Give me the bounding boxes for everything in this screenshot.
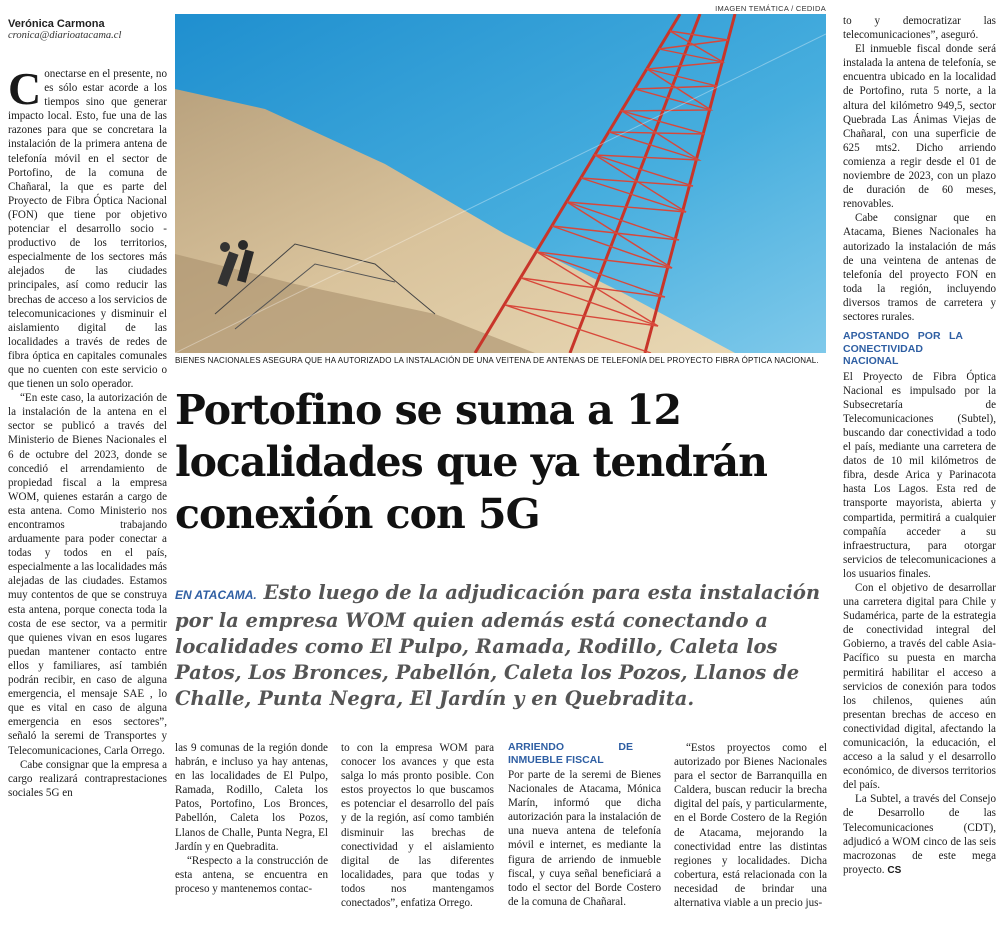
article-column-3	[341, 741, 494, 910]
col1-paragraph-3: Cabe consignar que la empresa a cargo realizará contraprestaciones sociales 5G en	[8, 758, 167, 799]
col5-paragraph-1: “Estos proyectos como el autorizado por Bienes Nacionales para el sector de Barranquilla en Caldera, buscan reducir la brecha digital del país, y particularmente, en el Borde Costero de la Región de Atacama, mejorando la conectividad entre las distintas regiones y localidades. Dicha cobertura, está relacionada con la necesidad de brindar una alternativa viable a un precio jus-	[674, 742, 827, 910]
col6-paragraph-5-text: La Subtel, a través del Consejo de Desarrollo de las Telecomunicaciones (CDT), adjudicó a WOM cinco de las seis macrozonas de este mega proyecto.	[843, 793, 996, 876]
article-column-6	[843, 14, 996, 878]
article-column-4	[508, 741, 661, 909]
subhead-apostando: APOSTANDO POR LA CONECTIVIDAD NACIONAL	[843, 330, 963, 368]
photo-credit: IMAGEN TEMÁTICA / CEDIDA	[715, 4, 826, 13]
headline	[175, 384, 825, 540]
photo-caption: BIENES NACIONALES ASEGURA QUE HA AUTORIZADO LA INSTALACIÓN DE UNA VEITENA DE ANTENAS DE TELEFONÍA DEL PROYECTO FIBRA ÓPTICA NACIONAL.	[175, 356, 819, 365]
col1-paragraph-2: “En este caso, la autorización de la instalación de la antena en el sector se publicó a través del Ministerio de Bienes Nacionales el 6 de octubre del 2023, donde se concedió el arrendamiento de propiedad fiscal a la empresa WOM, quienes estarán a cargo de esta antena. Como Ministerio nos encontramos trabajando arduamente para poder conectar a todas y todos en el país, especialmente a las localidades más alejadas de las ciudades. Estamos muy contentos de que se construya esta antena, porque conecta toda la costa de ese sector, va a permitir que quienes vivan en esos lugares puedan mantener contacto entre ellos y familiares, así también podrán recibir, en caso de alguna emergencia, el mensaje SAE , lo que es vital en caso de alguna emergencia en esos sectores”, señaló la seremi de Transportes y Telecomunicaciones, Carla Orrego.	[8, 392, 167, 757]
headline-line-3: conexión con 5G	[175, 490, 540, 538]
col3-paragraph-1: to con la empresa WOM para conocer los avances y que esta salga lo más pronto posible. Con estos proyectos lo que buscamos es potenciar el desarrollo del país y de la región, así como también disminuir las brechas de conectividad y el aislamiento digital de las diferentes localidades, para que todas y todos nos mantengamos conectados”, enfatiza Orrego.	[341, 742, 494, 910]
byline	[8, 18, 168, 41]
col6-paragraph-1: El inmueble fiscal donde será instalada la antena de telefonía, se encuentra ubicado en la localidad de Portofino, ruta 5 norte, a la altura del kilómetro 949,5, sector Quebrada Las Ánimas Viejas de Chañaral, con una superficie de 625 mts2. Dicho arriendo comienza a regir desde el 01 de noviembre de 2023, con un plazo de duración de 60 meses, renovables.	[843, 43, 996, 211]
col6-paragraph-2: Cabe consignar que en Atacama, Bienes Nacionales ha autorizado la instalación de más de una veintena de antenas de telefonía del proyecto FON en toda la región, incluyendo diversos tramos de carretera y sectores rurales.	[843, 212, 996, 323]
col6-paragraph-5	[843, 792, 996, 878]
col4-paragraph-1: Por parte de la seremi de Bienes Nacionales de Atacama, Mónica Marín, informó que dicha autorización para la instalación de una nueva antena de telefonía móvil e internet, es mediante la figura de arriendo de inmueble fiscal, y cuya señal beneficiará a todo el sector del Borde Costero de la comuna de Chañaral.	[508, 769, 661, 908]
lead-text: Esto luego de la adjudicación para esta instalación por la empresa WOM quien además está conectando a localidades como El Pulpo, Ramada, Rodillo, Caleta los Patos, Los Bronces, Pabellón, Caleta los Pozos, Llanos de Challe, Punta Negra, El Jardín y en Quebradita.	[175, 581, 821, 710]
lead-kicker: EN ATACAMA.	[175, 588, 257, 602]
col6-paragraph-0: to y democratizar las telecomunicaciones”, aseguró.	[843, 15, 996, 42]
col6-paragraph-3: El Proyecto de Fibra Óptica Nacional es impulsado por la Subsecretaría de Telecomunicaciones (Subtel), buscando dar conectividad a todo el país, mediante una carretera de datos de 10 mil kilómetros de fibra, desde Arica y Parinacota hasta Los Lagos. Esta red de transporte mayorista, abierta y compartida, permitirá a cualquier compañía acceder a su infraestructura, para otorgar servicios de telecomunicaciones a los usuarios finales.	[843, 370, 996, 580]
article-photo	[175, 14, 826, 353]
subhead-arriendo: ARRIENDO DE INMUEBLE FISCAL	[508, 741, 633, 766]
drop-cap: C	[8, 63, 42, 114]
headline-line-1: Portofino se suma a 12	[175, 386, 682, 434]
article-column-1	[8, 63, 167, 800]
tower-photo-illustration	[175, 14, 826, 353]
byline-email: cronica@diarioatacama.cl	[8, 30, 122, 41]
end-mark: CS	[887, 864, 902, 876]
lead-paragraph	[175, 580, 823, 712]
col2-paragraph-2: “Respecto a la construcción de esta antena, se encuentra en proceso y mantenemos contac-	[175, 854, 328, 895]
article-column-5	[674, 741, 827, 910]
col1-paragraph-1: onectarse en el presente, no es sólo estar acorde a los tiempos sino que generar impacto local. Esto, fue una de las razones para que se concretara la instalación de la primera antena de telefonía móvil en el sector de Portofino, de la comuna de Chañaral, la que es parte del Proyecto de Fibra Óptica Nacional (FON) que tiene por objetivo potenciar el desarrollo socio - productivo de los territorios, especialmente de los sectores más alejados de las ciudades principales, así como reducir las brechas de acceso a los servicios de telecomunicaciones y disminuir el aislamiento digital de las localidades a través de redes de fibra óptica en capitales comunales que no cuenten con este servicio o que tienen un solo operador.	[8, 68, 167, 391]
col6-paragraph-4: Con el objetivo de desarrollar una carretera digital para Chile y Sudamérica, parte de la estrategia de conectividad integral del Gobierno, a través del cable Asia-Pacífico su puesta en marcha permitirá habilitar el acceso a servicios de conexión para todos los chilenos, quienes aún presentan brechas de acceso en conectividad digital, afectando la comunicación, la educación, el acceso a la salud y el desarrollo económico, de diversos territorios del país.	[843, 581, 996, 792]
byline-name: Verónica Carmona	[8, 18, 105, 30]
article-column-2	[175, 741, 328, 896]
headline-line-2: localidades que ya tendrán	[175, 438, 767, 486]
col2-paragraph-1: las 9 comunas de la región donde habrán, e incluso ya hay antenas, en las localidades de El Pulpo, Ramada, Rodillo, Caleta los Patos, Portofino, Los Bronces, Pabellón, Caleta los Pozos, Llanos de Challe, Punta Negra, El Jardín y en Quebradita.	[175, 742, 328, 853]
